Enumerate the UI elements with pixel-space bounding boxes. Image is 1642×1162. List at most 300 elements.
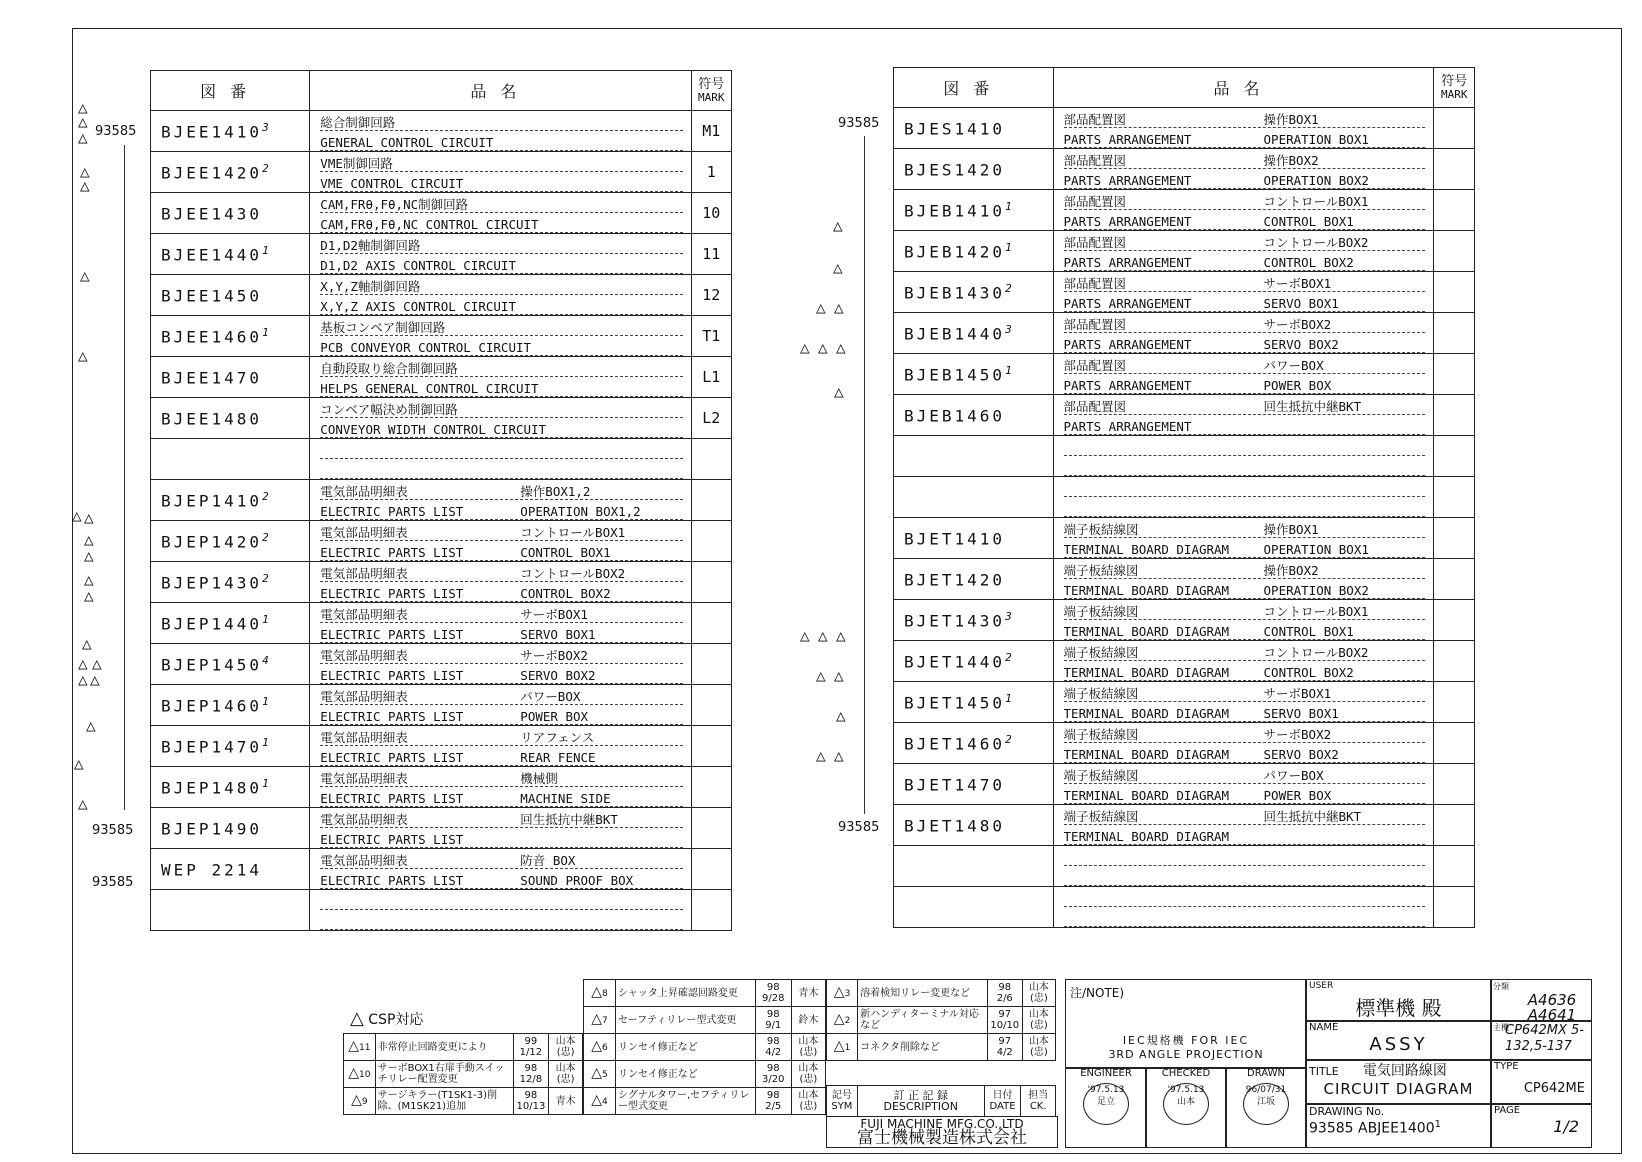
page-label: PAGE <box>1494 1105 1521 1116</box>
item-name-jp: 電気部品明細表 回生抵抗中継BKT <box>320 808 682 828</box>
list-row <box>151 849 732 890</box>
standard-text: IEC規格機 FOR IEC <box>1122 1034 1250 1047</box>
triangle-icon: △ <box>348 1064 359 1081</box>
revision-sym: △7 <box>584 1007 616 1034</box>
mark-code <box>691 521 731 562</box>
item-name-jp: 端子板結線図 回生抵抗中継BKT <box>1064 805 1426 825</box>
mark-code: 11 <box>691 234 731 275</box>
list-row <box>151 111 732 152</box>
revision-date: 98 9/1 <box>755 1007 791 1034</box>
revision-sym: △1 <box>827 1034 858 1061</box>
item-name <box>310 480 691 521</box>
header-mark: 符号 MARK <box>691 71 731 111</box>
checked-stamp: '97.5.13 山本 <box>1163 1083 1209 1125</box>
drawing-number: BJEE1430 <box>151 193 310 234</box>
revision-triangle-icon: △ <box>834 382 844 401</box>
revision-sym: △3 <box>827 980 858 1007</box>
triangle-icon: △ <box>591 1091 603 1108</box>
list-row <box>894 313 1475 354</box>
revision-row <box>344 1088 583 1115</box>
drawing-number: BJET1460$^2$ <box>894 723 1054 764</box>
item-name-en <box>1064 866 1426 886</box>
revision-log-header <box>826 1085 1056 1117</box>
item-name-en: ELECTRIC PARTS LIST CONTROL BOX1 <box>320 541 682 561</box>
item-name-jp: 電気部品明細表 防音 BOX <box>320 849 682 869</box>
revision-triangle-icon: △ <box>78 128 88 147</box>
revision-ck: 山本(忠) <box>791 1088 825 1115</box>
csp-note: △ CSP対応 <box>350 1008 424 1029</box>
mark-code <box>691 562 731 603</box>
list-row <box>151 767 732 808</box>
drawing-number: BJET1420 <box>894 559 1054 600</box>
left-drawing-list <box>150 70 732 931</box>
item-name-en: ELECTRIC PARTS LIST POWER BOX <box>320 705 682 725</box>
item-name <box>1053 764 1434 805</box>
code-box <box>1490 979 1592 1022</box>
item-name <box>1053 559 1434 600</box>
item-name-jp: 端子板結線図 パワーBOX <box>1064 764 1426 784</box>
revision-desc: リンセイ修正など <box>616 1034 756 1061</box>
revision-number: 2 <box>262 530 269 544</box>
mark-code <box>1434 190 1475 231</box>
item-name-en: PARTS ARRANGEMENT SERVO BOX1 <box>1064 292 1426 312</box>
mark-code <box>691 603 731 644</box>
revision-row <box>344 1034 583 1061</box>
mark-code <box>1434 559 1475 600</box>
revision-number: 2 <box>1005 732 1012 746</box>
mark-code <box>1434 354 1475 395</box>
drawing-number: BJEE1460$^1$ <box>151 316 310 357</box>
mark-code: M1 <box>691 111 731 152</box>
revision-sym: △6 <box>584 1034 616 1061</box>
revision-ck: 山本(忠) <box>1022 980 1055 1007</box>
drawing-number: BJEP1430$^2$ <box>151 562 310 603</box>
item-name-en: ELECTRIC PARTS LIST REAR FENCE <box>320 746 682 766</box>
list-row <box>151 562 732 603</box>
revision-triangle-icon: △ <box>816 666 826 685</box>
header-mark: 符号 MARK <box>1434 68 1475 108</box>
item-name-en: PARTS ARRANGEMENT CONTROL BOX2 <box>1064 251 1426 271</box>
list-row <box>894 723 1475 764</box>
mark-code <box>691 890 731 931</box>
drawing-number <box>894 846 1054 887</box>
item-name <box>310 562 691 603</box>
item-name-jp: 端子板結線図 サーボBOX2 <box>1064 723 1426 743</box>
right-table-header <box>894 68 1475 108</box>
revision-triangle-icon: △ <box>833 258 843 277</box>
revision-triangle-icon: △ <box>78 346 88 365</box>
drawing-number: BJET1470 <box>894 764 1054 805</box>
item-name <box>1053 395 1434 436</box>
item-name <box>1053 600 1434 641</box>
mark-code <box>691 439 731 480</box>
item-name-jp: 端子板結線図 サーボBOX1 <box>1064 682 1426 702</box>
revision-number: 1 <box>1005 363 1012 377</box>
mark-code: 10 <box>691 193 731 234</box>
drawing-number: BJES1410 <box>894 108 1054 149</box>
drawing-number: BJEB1450$^1$ <box>894 354 1054 395</box>
model-label: 主機 <box>1493 1023 1509 1032</box>
drawing-number <box>894 477 1054 518</box>
item-name-jp: 端子板結線図 コントロールBOX2 <box>1064 641 1426 661</box>
drawing-number: BJEE1470 <box>151 357 310 398</box>
item-name-jp <box>1064 477 1426 497</box>
page-value: 1/2 <box>1553 1117 1579 1136</box>
drawing-number: BJET1430$^3$ <box>894 600 1054 641</box>
item-name <box>310 808 691 849</box>
revision-triangle-icon: △ <box>92 654 102 673</box>
revision-date: 98 2/5 <box>755 1088 791 1115</box>
revision-number: 2 <box>262 161 269 175</box>
revision-desc: シャッタ上昇確認回路変更 <box>616 980 756 1007</box>
revision-sym: △10 <box>344 1061 376 1088</box>
user-value: 標準機 殿 <box>1355 996 1442 1020</box>
item-name-jp: 部品配置図 回生抵抗中継BKT <box>1064 395 1426 415</box>
model-box <box>1490 1020 1592 1061</box>
company-name-en: FUJI MACHINE MFG.CO.,LTD <box>860 1117 1024 1131</box>
title-en: CIRCUIT DIAGRAM <box>1323 1080 1474 1098</box>
revision-sym: △11 <box>344 1034 376 1061</box>
revision-log-right <box>826 979 1056 1061</box>
mark-code <box>691 685 731 726</box>
item-name-en: TERMINAL BOARD DIAGRAM SERVO BOX1 <box>1064 702 1426 722</box>
mark-code <box>1434 682 1475 723</box>
revision-date: 98 3/20 <box>755 1061 791 1088</box>
mark-code <box>1434 149 1475 190</box>
revision-triangle-icon: △ <box>78 670 88 689</box>
item-name-jp: 端子板結線図 操作BOX2 <box>1064 559 1426 579</box>
revision-triangle-icon: △ <box>818 626 828 645</box>
revision-triangle-icon: △ <box>78 794 88 813</box>
drawing-no-box <box>1305 1103 1492 1148</box>
item-name <box>1053 436 1434 477</box>
revision-sym: △2 <box>827 1007 858 1034</box>
drawing-number <box>894 436 1054 477</box>
drawing-number: BJET1410 <box>894 518 1054 559</box>
drawn-box <box>1225 1067 1307 1148</box>
revision-date: 98 12/8 <box>513 1061 549 1088</box>
note-box <box>1065 979 1307 1069</box>
triangle-icon: △ <box>591 1037 603 1054</box>
item-name-en: PARTS ARRANGEMENT SERVO BOX2 <box>1064 333 1426 353</box>
item-name <box>1053 313 1434 354</box>
drawing-number: BJEE1450 <box>151 275 310 316</box>
triangle-icon: △ <box>833 1010 845 1027</box>
item-name <box>310 398 691 439</box>
left-table-header <box>151 71 732 111</box>
name-label: NAME <box>1309 1022 1339 1033</box>
drawing-number <box>151 890 310 931</box>
item-name <box>1053 846 1434 887</box>
triangle-icon: △ <box>591 983 603 1000</box>
drawing-number: BJEB1440$^3$ <box>894 313 1054 354</box>
item-name-jp: 部品配置図 操作BOX1 <box>1064 108 1426 128</box>
item-name-en: TERMINAL BOARD DIAGRAM OPERATION BOX1 <box>1064 538 1426 558</box>
drawing-number: BJEP1480$^1$ <box>151 767 310 808</box>
revision-triangle-icon: △ <box>833 216 843 235</box>
revision-sym: △4 <box>584 1088 616 1115</box>
item-name <box>1053 518 1434 559</box>
drawing-number <box>894 887 1054 928</box>
mark-code <box>1434 641 1475 682</box>
mark-code <box>1434 272 1475 313</box>
item-name-jp <box>1064 436 1426 456</box>
mark-code: 1 <box>691 152 731 193</box>
drawing-number: BJEP1490 <box>151 808 310 849</box>
item-name <box>310 111 691 152</box>
header-drawing-no: 図番 <box>894 68 1054 108</box>
list-row <box>894 805 1475 846</box>
list-row <box>151 521 732 562</box>
list-row <box>894 477 1475 518</box>
header-sym: 記号 SYM <box>827 1086 858 1117</box>
revision-triangle-icon: △ <box>84 530 94 549</box>
list-row <box>894 887 1475 928</box>
item-name-en: TERMINAL BOARD DIAGRAM OPERATION BOX2 <box>1064 579 1426 599</box>
company-name-jp: 富士機械製造株式会社 <box>857 1128 1027 1148</box>
item-name-en: PARTS ARRANGEMENT CONTROL BOX1 <box>1064 210 1426 230</box>
item-name-en: ELECTRIC PARTS LIST CONTROL BOX2 <box>320 582 682 602</box>
item-name <box>310 193 691 234</box>
item-name-en <box>320 459 682 479</box>
item-name-jp: 部品配置図 サーボBOX1 <box>1064 272 1426 292</box>
item-name-jp: 電気部品明細表 機械側 <box>320 767 682 787</box>
item-name-jp: 端子板結線図 操作BOX1 <box>1064 518 1426 538</box>
revision-row <box>827 980 1056 1007</box>
revision-ck: 山本(忠) <box>791 1061 825 1088</box>
drawing-number: BJEP1460$^1$ <box>151 685 310 726</box>
item-name-jp: 電気部品明細表 リアフェンス <box>320 726 682 746</box>
item-name-jp: 電気部品明細表 サーボBOX1 <box>320 603 682 623</box>
item-name <box>310 685 691 726</box>
item-name-en: PARTS ARRANGEMENT POWER BOX <box>1064 374 1426 394</box>
item-name-en: PARTS ARRANGEMENT OPERATION BOX2 <box>1064 169 1426 189</box>
title-label: TITLE <box>1309 1065 1339 1078</box>
user-box <box>1305 979 1492 1022</box>
mark-code <box>1434 436 1475 477</box>
revision-ck: 山本(忠) <box>791 1034 825 1061</box>
revision-desc: 溶着検知リレー変更など <box>858 980 988 1007</box>
page-box <box>1490 1103 1592 1148</box>
item-name <box>1053 108 1434 149</box>
list-row <box>151 316 732 357</box>
item-name <box>310 890 691 931</box>
item-name-jp: D1,D2軸制御回路 <box>320 234 682 254</box>
item-name-jp: 部品配置図 サーボBOX2 <box>1064 313 1426 333</box>
drawn-stamp: 96/07/31 江坂 <box>1243 1083 1289 1125</box>
header-drawing-no: 図番 <box>151 71 310 111</box>
revision-desc: セーフティリレー型式変更 <box>616 1007 756 1034</box>
item-name-en: PCB CONVEYOR CONTROL CIRCUIT <box>320 336 682 356</box>
mark-code <box>1434 764 1475 805</box>
item-name <box>1053 477 1434 518</box>
revision-triangle-icon: △ <box>834 666 844 685</box>
revision-triangle-icon: △ <box>818 338 828 357</box>
revision-ref-right-bottom: 93585 <box>838 820 880 835</box>
revision-desc: サージキラー(T1SK1-3)削除、(M1SK21)追加 <box>375 1088 513 1115</box>
revision-ck: 山本(忠) <box>1022 1034 1055 1061</box>
drawing-number: BJEB1410$^1$ <box>894 190 1054 231</box>
item-name <box>310 644 691 685</box>
drawing-number: BJEB1430$^2$ <box>894 272 1054 313</box>
list-row <box>894 641 1475 682</box>
name-value: ASSY <box>1369 1034 1428 1055</box>
revision-desc: サーボBOX1右扉手動スイッチリレー配置変更 <box>375 1061 513 1088</box>
triangle-icon: △ <box>591 1010 603 1027</box>
revision-triangle-icon: △ <box>816 746 826 765</box>
mark-code <box>1434 477 1475 518</box>
triangle-icon: △ <box>833 983 845 1000</box>
type-value: CP642ME <box>1523 1081 1585 1096</box>
revision-number: 3 <box>1005 609 1012 623</box>
name-box <box>1305 1020 1492 1061</box>
drawing-number: BJEE1410$^3$ <box>151 111 310 152</box>
item-name-jp: 部品配置図 パワーBOX <box>1064 354 1426 374</box>
revision-number: 4 <box>262 653 269 667</box>
item-name-en: D1,D2 AXIS CONTROL CIRCUIT <box>320 254 682 274</box>
item-name-en <box>1064 456 1426 476</box>
revision-date: 98 9/28 <box>755 980 791 1007</box>
item-name <box>1053 149 1434 190</box>
item-name-jp: コンベア幅決め制御回路 <box>320 398 682 418</box>
code-label: 分類 <box>1493 982 1509 991</box>
drawing-number: WEP 2214 <box>151 849 310 890</box>
revision-ck: 山本(忠) <box>1022 1007 1055 1034</box>
triangle-icon: △ <box>350 1008 364 1029</box>
revision-row <box>827 1034 1056 1061</box>
revision-triangle-icon: △ <box>84 546 94 565</box>
item-name-en <box>1064 497 1426 517</box>
item-name <box>1053 641 1434 682</box>
revision-ck: 青木 <box>549 1088 583 1115</box>
item-name <box>310 275 691 316</box>
mark-code <box>691 644 731 685</box>
header-date: 日付 DATE <box>984 1086 1021 1117</box>
header-ck: 担当 CK. <box>1021 1086 1056 1117</box>
item-name-en: TERMINAL BOARD DIAGRAM CONTROL BOX2 <box>1064 661 1426 681</box>
list-row <box>151 644 732 685</box>
checked-box <box>1145 1067 1227 1148</box>
title-box <box>1305 1059 1492 1105</box>
item-name-jp: 総合制御回路 <box>320 111 682 131</box>
revision-triangle-icon: △ <box>800 626 810 645</box>
revision-desc: 非常停止回路変更により <box>375 1034 513 1061</box>
projection-text: 3RD ANGLE PROJECTION <box>1108 1048 1264 1061</box>
item-name-en: VME CONTROL CIRCUIT <box>320 172 682 192</box>
revision-triangle-icon: △ <box>836 706 846 725</box>
drawing-no-rev: 1 <box>1434 1119 1441 1130</box>
revision-triangle-icon: △ <box>80 266 90 285</box>
revision-ck: 青木 <box>791 980 825 1007</box>
item-name <box>310 603 691 644</box>
item-name-jp: CAM,FRθ,Fθ,NC制御回路 <box>320 193 682 213</box>
revision-ref-right-top: 93585 <box>838 116 880 131</box>
item-name-en: TERMINAL BOARD DIAGRAM POWER BOX <box>1064 784 1426 804</box>
list-row <box>894 231 1475 272</box>
revision-number: 3 <box>262 120 269 134</box>
item-name-jp: 自動段取り総合制御回路 <box>320 357 682 377</box>
revision-triangle-icon: △ <box>84 570 94 589</box>
item-name <box>310 152 691 193</box>
list-row <box>894 559 1475 600</box>
revision-row <box>344 1061 583 1088</box>
mark-code <box>1434 600 1475 641</box>
revision-number: 1 <box>262 694 269 708</box>
mark-code <box>1434 313 1475 354</box>
item-name-en: CONVEYOR WIDTH CONTROL CIRCUIT <box>320 418 682 438</box>
item-name-en: ELECTRIC PARTS LIST SERVO BOX1 <box>320 623 682 643</box>
item-name-en: PARTS ARRANGEMENT OPERATION BOX1 <box>1064 128 1426 148</box>
item-name-en: ELECTRIC PARTS LIST SOUND PROOF BOX <box>320 869 682 889</box>
revision-arrow-left <box>124 145 125 810</box>
drawing-no-value-line <box>1306 1119 1491 1137</box>
revision-triangle-icon: △ <box>74 754 84 773</box>
revision-row <box>584 1061 826 1088</box>
revision-ck: 鈴木 <box>791 1007 825 1034</box>
item-name-en: ELECTRIC PARTS LIST MACHINE SIDE <box>320 787 682 807</box>
mark-code: L2 <box>691 398 731 439</box>
revision-triangle-icon: △ <box>78 98 88 117</box>
revision-ref-left-top: 93585 <box>95 124 137 139</box>
list-row <box>151 726 732 767</box>
revision-desc: リンセイ修正など <box>616 1061 756 1088</box>
item-name <box>310 234 691 275</box>
revision-number: 1 <box>262 776 269 790</box>
item-name-jp: 基板コンベア制御回路 <box>320 316 682 336</box>
revision-arrow-right <box>864 136 865 814</box>
list-row <box>151 152 732 193</box>
item-name-en: CAM,FRθ,Fθ,NC CONTROL CIRCUIT <box>320 213 682 233</box>
list-row <box>894 272 1475 313</box>
drawing-number: BJEE1420$^2$ <box>151 152 310 193</box>
item-name-jp <box>320 439 682 459</box>
item-name-jp: 電気部品明細表 コントロールBOX1 <box>320 521 682 541</box>
revision-sym: △8 <box>584 980 616 1007</box>
revision-ref-left-bottom: 93585 <box>92 823 134 838</box>
item-name-en: GENERAL CONTROL CIRCUIT <box>320 131 682 151</box>
revision-number: 2 <box>1005 281 1012 295</box>
item-name-jp: 電気部品明細表 パワーBOX <box>320 685 682 705</box>
revision-row <box>584 1007 826 1034</box>
note-label: 注/NOTE) <box>1070 986 1125 1000</box>
item-name-jp: 部品配置図 操作BOX2 <box>1064 149 1426 169</box>
list-row <box>151 234 732 275</box>
drawing-number: BJEP1470$^1$ <box>151 726 310 767</box>
drawing-no-label: DRAWING No. <box>1309 1105 1385 1118</box>
type-label: TYPE <box>1494 1061 1519 1072</box>
revision-desc: コネクタ削除など <box>858 1034 988 1061</box>
company-name-box <box>826 1116 1058 1148</box>
item-name-jp: X,Y,Z軸制御回路 <box>320 275 682 295</box>
drawing-number: BJEB1420$^1$ <box>894 231 1054 272</box>
item-name-jp: 電気部品明細表 操作BOX1,2 <box>320 480 682 500</box>
list-row <box>894 764 1475 805</box>
revision-date: 97 4/2 <box>987 1034 1022 1061</box>
item-name-en: X,Y,Z AXIS CONTROL CIRCUIT <box>320 295 682 315</box>
drawing-number: BJET1480 <box>894 805 1054 846</box>
revision-log-left <box>343 1033 583 1115</box>
revision-triangle-icon: △ <box>836 626 846 645</box>
list-row <box>151 193 732 234</box>
mark-code: T1 <box>691 316 731 357</box>
type-box <box>1490 1059 1592 1105</box>
code-value: A4636 A4641 <box>1527 991 1577 1022</box>
revision-ck: 山本(忠) <box>549 1061 583 1088</box>
revision-triangle-icon: △ <box>90 670 100 689</box>
list-row <box>151 603 732 644</box>
list-row <box>151 808 732 849</box>
item-name <box>310 726 691 767</box>
